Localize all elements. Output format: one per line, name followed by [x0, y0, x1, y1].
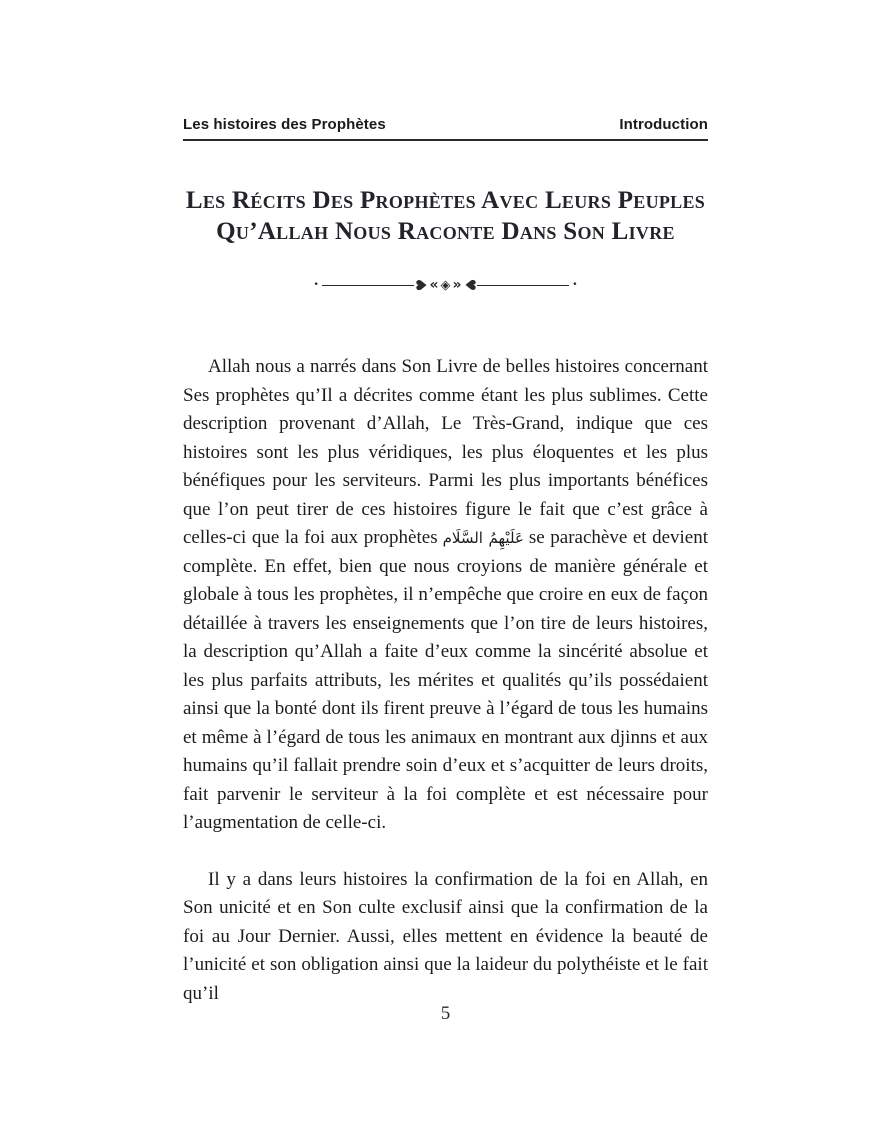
ornament-right-dot-icon: •: [572, 279, 578, 290]
paragraph-1-text-after: se parachève et devient complète. En effet, bien que nous croyions de manière générale et globale à tous les prophètes, il n’empêche que croire en eux de façon détaillée à travers les enseignements que l’on tire de leurs histoires, la description qu’Allah a faite d’eux comme la sincérité absolue et les plus parfaits attributs, les mérites et qualités qu’ils possédaient ainsi que la bonté dont ils firent preuve à l’égard de tous les humains et même à l’égard de tous les animaux en montrant aux djinns et aux humains qu’il fallait prendre soin d’eux et s’acquitter de leurs droits, fait parvenir le serviteur à la foi complète et est nécessaire pour l’augmentation de celle-ci.: [183, 527, 709, 833]
ornament-left-rule: [322, 285, 414, 286]
ornament-left-dot-icon: •: [313, 279, 319, 290]
heart-icon: ♥: [414, 278, 431, 292]
arabic-honorific: عَلَيْهِمُ السَّلَام: [442, 529, 524, 547]
running-header: [183, 116, 708, 141]
guillemet-left-icon: «: [429, 277, 439, 293]
ornament-right-rule: [477, 285, 569, 286]
page-number: 5: [440, 1003, 451, 1024]
chapter-title-line-2: Qu’Allah Nous Raconte Dans Son Livre: [216, 218, 675, 245]
paragraph-1-text-before: Allah nous a narrés dans Son Livre de belles histoires concernant Ses prophètes qu’Il a décrites comme étant les plus sublimes. Cette description provenant d’Allah, Le Très-Grand, indique que ces histoires sont les plus véridiques, les plus éloquentes et les plus bénéfiques pour les serviteurs. Parmi les plus importants bénéfices que l’on peut tirer de ces histoires figure le fait que c’est grâce à celles-ci que la foi aux prophètes: [183, 356, 708, 548]
paragraph-2: Il y a dans leurs histoires la confirmation de la foi en Allah, en Son unicité et en Son culte exclusif ainsi que la confirmation de la foi au Jour Dernier. Aussi, elles mettent en évidence la beauté de l’unicité et son obligation ainsi que la laideur du polythéiste et le fait qu’il: [183, 868, 708, 1004]
body-text: [183, 353, 708, 1008]
chapter-title-line-1: Les Récits Des Prophètes Avec Leurs Peuples: [185, 187, 706, 214]
guillemet-right-icon: »: [452, 277, 462, 293]
paragraph-1: [183, 353, 708, 838]
running-header-right: Introduction: [619, 116, 708, 133]
diamond-icon: ◈: [440, 277, 451, 293]
ornament-center-icon: [414, 278, 477, 292]
chapter-title: [183, 185, 708, 247]
page-content: [183, 0, 708, 1008]
ornament-divider: [311, 275, 581, 295]
heart-icon: ♥: [460, 278, 477, 292]
running-header-left: Les histoires des Prophètes: [183, 116, 386, 133]
